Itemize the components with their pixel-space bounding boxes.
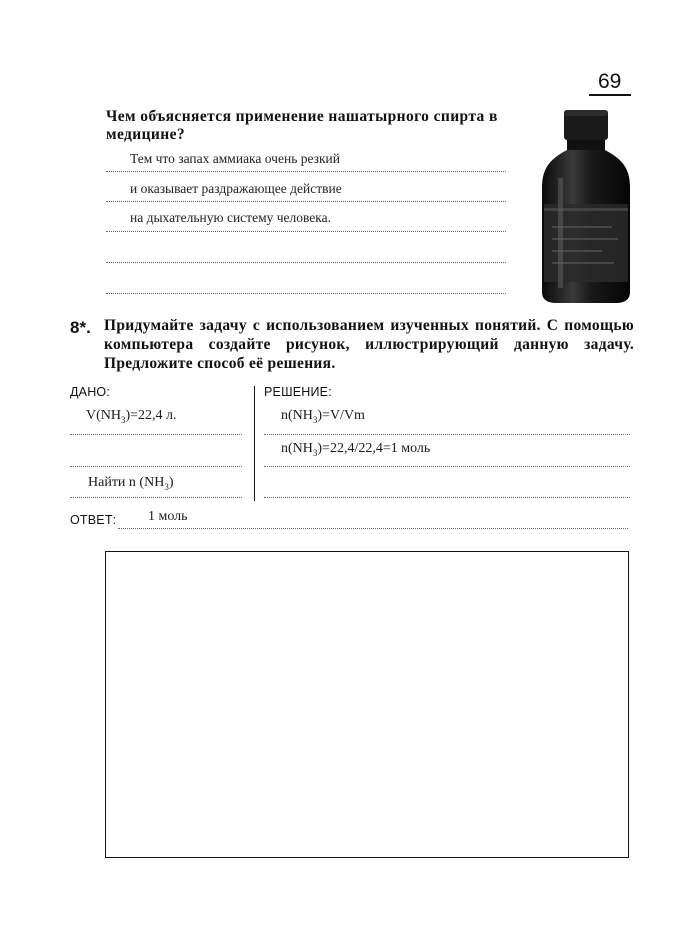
find-value: Найти n $(NH_3)$ <box>88 475 174 492</box>
solution-rule-2 <box>264 466 630 467</box>
page-number-rule <box>589 94 631 96</box>
given-rule-2 <box>70 466 242 467</box>
task-number: 8*. <box>70 318 91 337</box>
page-number: 69 <box>598 70 622 93</box>
answer-value: 1 моль <box>148 509 188 524</box>
answer-rule-2 <box>106 201 506 202</box>
ammonia-bottle-image <box>538 108 634 304</box>
answer-line-3: на дыхательную систему человека. <box>130 210 332 225</box>
answer-label: ОТВЕТ: <box>70 513 117 527</box>
answer-rule-1 <box>106 171 506 172</box>
answer-rule-5 <box>106 293 506 294</box>
given-solution-divider <box>254 386 255 501</box>
solution-line-1: $n(NH_3)=V/Vm$ <box>281 408 365 425</box>
drawing-box <box>105 551 629 858</box>
solution-rule-1 <box>264 434 630 435</box>
answer-line-1: Тем что запах аммиака очень резкий <box>130 151 340 166</box>
answer-rule <box>118 528 628 529</box>
given-label: ДАНО: <box>70 385 111 399</box>
given-rule-3 <box>70 497 242 498</box>
solution-label: РЕШЕНИЕ: <box>264 385 332 399</box>
answer-rule-4 <box>106 262 506 263</box>
solution-rule-3 <box>264 497 630 498</box>
given-rule-1 <box>70 434 242 435</box>
answer-line-2: и оказывает раздражающее действие <box>130 181 342 196</box>
task-text: Придумайте задачу с использованием изученных понятий. С помощью компьютера создайте рисунок, иллюстрирующий данную задачу. Предложите способ её решения. <box>104 317 634 372</box>
given-value: $V(NH_3)=22,4$ л. <box>86 408 177 425</box>
question-text: Чем объясняется применение нашатырного спирта в медицине? <box>106 108 498 143</box>
answer-rule-3 <box>106 231 506 232</box>
solution-line-2: $n(NH_3)=22,4/22,4=1$ моль <box>281 441 431 458</box>
